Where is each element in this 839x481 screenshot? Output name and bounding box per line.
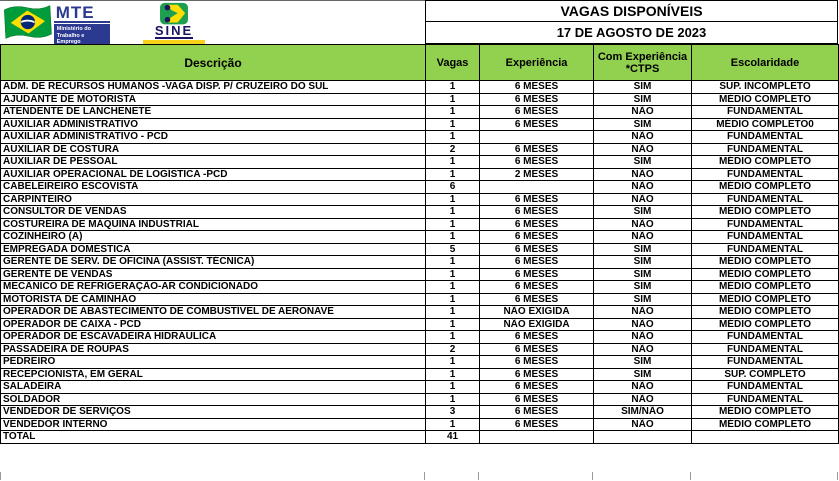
experiencia-cell: 6 MESES [480, 106, 594, 119]
vagas-cell: 1 [426, 356, 480, 369]
experiencia-cell: NÃO EXIGIDA [480, 318, 594, 331]
description-cell: AUXILIAR OPERACIONAL DE LOGÍSTICA -PCD [1, 168, 426, 181]
mte-acronym: MTE [54, 4, 110, 23]
table-row [1, 231, 839, 244]
vagas-cell: 1 [426, 93, 480, 106]
escolaridade-cell: MÉDIO COMPLETO [692, 306, 839, 319]
escolaridade-cell: FUNDAMENTAL [692, 393, 839, 406]
total-label-cell: TOTAL [1, 431, 426, 444]
experiencia-cell: 6 MESES [480, 243, 594, 256]
header-row [1, 45, 839, 81]
description-cell: OPERADOR DE CAIXA - PCD [1, 318, 426, 331]
vagas-cell: 1 [426, 168, 480, 181]
table-row [1, 193, 839, 206]
ctps-cell: SIM [594, 256, 692, 269]
mte-ministry-line2: Trabalho e Emprego [56, 32, 85, 45]
description-cell: OPERADOR DE ABASTECIMENTO DE COMBUSTÍVEL DE AERONAVE [1, 306, 426, 319]
top-band [0, 0, 839, 44]
table-row [1, 306, 839, 319]
description-cell: AUXILIAR ADMINISTRATIVO [1, 118, 426, 131]
description-cell: EMPREGADA DOMÉSTICA [1, 243, 426, 256]
vagas-cell: 1 [426, 306, 480, 319]
ctps-cell: NÃO [594, 106, 692, 119]
experiencia-cell: 2 MESES [480, 168, 594, 181]
ctps-cell: NÃO [594, 131, 692, 144]
ctps-cell: NÃO [594, 193, 692, 206]
ctps-cell: SIM [594, 243, 692, 256]
table-row [1, 381, 839, 394]
ctps-cell: NÃO [594, 218, 692, 231]
ctps-cell: NÃO [594, 343, 692, 356]
escolaridade-cell: SUP. COMPLETO [692, 368, 839, 381]
logos-area [0, 0, 425, 44]
table-row [1, 206, 839, 219]
description-cell: ATENDENTE DE LANCHENETE [1, 106, 426, 119]
sine-flag-icon [158, 2, 190, 25]
description-cell: AJUDANTE DE MOTORISTA [1, 93, 426, 106]
description-cell: PEDREIRO [1, 356, 426, 369]
mte-logo [4, 3, 110, 45]
ctps-cell: SIM [594, 156, 692, 169]
escolaridade-cell: MÉDIO COMPLETO [692, 93, 839, 106]
ctps-cell: SIM [594, 281, 692, 294]
vagas-cell: 1 [426, 393, 480, 406]
mte-text-block [54, 3, 110, 45]
escolaridade-cell: MÉDIO COMPLETO [692, 256, 839, 269]
description-cell: CABELEIREIRO ESCOVISTA [1, 181, 426, 194]
escolaridade-cell: FUNDAMENTAL [692, 168, 839, 181]
ctps-cell: NÃO [594, 181, 692, 194]
experiencia-cell [480, 181, 594, 194]
experiencia-cell: 6 MESES [480, 356, 594, 369]
experiencia-cell: 6 MESES [480, 218, 594, 231]
col-header-ctps [594, 45, 692, 81]
experiencia-cell: 6 MESES [480, 393, 594, 406]
description-cell: CONSULTOR DE VENDAS [1, 206, 426, 219]
table-row [1, 256, 839, 269]
ctps-cell: SIM [594, 368, 692, 381]
vagas-cell: 1 [426, 256, 480, 269]
escolaridade-cell: MÉDIO COMPLETO [692, 418, 839, 431]
escolaridade-cell: MÉDIO COMPLETO [692, 268, 839, 281]
description-cell: OPERADOR DE ESCAVADEIRA HIDRÁULICA [1, 331, 426, 344]
escolaridade-cell: FUNDAMENTAL [692, 231, 839, 244]
description-cell: MECÂNICO DE REFRIGERAÇÃO-AR CONDICIONADO [1, 281, 426, 294]
vagas-cell: 1 [426, 131, 480, 144]
col-header-ctps-line2: *CTPS [625, 62, 660, 75]
escolaridade-cell: FUNDAMENTAL [692, 243, 839, 256]
mte-ministry-line1: Ministério do [56, 26, 91, 32]
col-header-escolaridade: Escolaridade [692, 45, 839, 81]
table-row [1, 218, 839, 231]
escolaridade-cell: FUNDAMENTAL [692, 218, 839, 231]
ctps-cell: NÃO [594, 331, 692, 344]
table-row [1, 181, 839, 194]
escolaridade-cell: FUNDAMENTAL [692, 356, 839, 369]
table-row [1, 318, 839, 331]
vagas-cell: 1 [426, 81, 480, 94]
ctps-cell: NÃO [594, 231, 692, 244]
vagas-cell: 1 [426, 331, 480, 344]
description-cell: PASSADEIRA DE ROUPAS [1, 343, 426, 356]
escolaridade-cell: FUNDAMENTAL [692, 193, 839, 206]
escolaridade-cell: MÉDIO COMPLETO [692, 293, 839, 306]
report-date: 17 DE AGOSTO DE 2023 [556, 25, 707, 40]
description-cell: VENDEDOR DE SERVIÇOS [1, 406, 426, 419]
table-row [1, 81, 839, 94]
experiencia-cell: 6 MESES [480, 418, 594, 431]
experiencia-cell: 6 MESES [480, 268, 594, 281]
experiencia-cell: 6 MESES [480, 406, 594, 419]
experiencia-cell: 6 MESES [480, 93, 594, 106]
table-row [1, 106, 839, 119]
ctps-cell: SIM/NÃO [594, 406, 692, 419]
escolaridade-cell: FUNDAMENTAL [692, 143, 839, 156]
brazil-flag-icon [3, 3, 53, 41]
table-row [1, 268, 839, 281]
escolaridade-cell: FUNDAMENTAL [692, 106, 839, 119]
vagas-cell: 1 [426, 318, 480, 331]
description-cell: CARPINTEIRO [1, 193, 426, 206]
description-cell: SALADEIRA [1, 381, 426, 394]
escolaridade-cell: FUNDAMENTAL [692, 381, 839, 394]
table-row [1, 331, 839, 344]
vagas-cell: 1 [426, 218, 480, 231]
experiencia-cell: 6 MESES [480, 256, 594, 269]
ctps-cell: NÃO [594, 168, 692, 181]
total-empty-cell [594, 431, 692, 444]
col-header-ctps-line1: Com Experiência [597, 50, 688, 63]
ctps-cell: NÃO [594, 318, 692, 331]
table-row [1, 143, 839, 156]
escolaridade-cell: MÉDIO COMPLETO [692, 206, 839, 219]
description-cell: RECEPCIONISTA, EM GERAL [1, 368, 426, 381]
vagas-cell: 1 [426, 206, 480, 219]
experiencia-cell: 6 MESES [480, 343, 594, 356]
vagas-cell: 6 [426, 181, 480, 194]
table-row [1, 156, 839, 169]
col-header-vagas: Vagas [426, 45, 480, 81]
ctps-cell: SIM [594, 268, 692, 281]
vagas-cell: 1 [426, 381, 480, 394]
total-empty-cell [480, 431, 594, 444]
escolaridade-cell: MÉDIO COMPLETO0 [692, 118, 839, 131]
total-empty-cell [692, 431, 839, 444]
ctps-cell: SIM [594, 81, 692, 94]
description-cell: ADM. DE RECURSOS HUMANOS -VAGA DISP. P/ CRUZEIRO DO SUL [1, 81, 426, 94]
partial-next-row [0, 472, 839, 481]
description-cell: AUXILIAR DE COSTURA [1, 143, 426, 156]
vagas-cell: 1 [426, 156, 480, 169]
description-cell: COSTUREIRA DE MÁQUINA INDUSTRIAL [1, 218, 426, 231]
table-row [1, 243, 839, 256]
description-cell: GERENTE DE VENDAS [1, 268, 426, 281]
vagas-cell: 1 [426, 293, 480, 306]
description-cell: GERENTE DE SERV. DE OFICINA (ASSIST. TÉCNICA) [1, 256, 426, 269]
vagas-cell: 1 [426, 231, 480, 244]
vagas-cell: 2 [426, 343, 480, 356]
table-row [1, 168, 839, 181]
vagas-cell: 2 [426, 143, 480, 156]
escolaridade-cell: SUP. INCOMPLETO [692, 81, 839, 94]
escolaridade-cell: FUNDAMENTAL [692, 343, 839, 356]
table-row [1, 356, 839, 369]
table-row [1, 406, 839, 419]
ctps-cell: NÃO [594, 306, 692, 319]
description-cell: COZINHEIRO (A) [1, 231, 426, 244]
experiencia-cell: 6 MESES [480, 143, 594, 156]
experiencia-cell: 6 MESES [480, 156, 594, 169]
ctps-cell: SIM [594, 206, 692, 219]
table-row [1, 131, 839, 144]
ctps-cell: SIM [594, 356, 692, 369]
sine-logo [128, 2, 220, 44]
col-header-experiencia: Experiência [480, 45, 594, 81]
escolaridade-cell: FUNDAMENTAL [692, 331, 839, 344]
table-row [1, 93, 839, 106]
experiencia-cell: 6 MESES [480, 193, 594, 206]
description-cell: AUXILIAR DE PESSOAL [1, 156, 426, 169]
ctps-cell: NÃO [594, 381, 692, 394]
experiencia-cell: NÃO EXIGIDA [480, 306, 594, 319]
escolaridade-cell: FUNDAMENTAL [692, 131, 839, 144]
escolaridade-cell: MÉDIO COMPLETO [692, 318, 839, 331]
escolaridade-cell: MÉDIO COMPLETO [692, 181, 839, 194]
experiencia-cell: 6 MESES [480, 118, 594, 131]
vacancies-tbody [1, 81, 839, 431]
experiencia-cell: 6 MESES [480, 281, 594, 294]
vagas-cell: 1 [426, 118, 480, 131]
vagas-cell: 1 [426, 418, 480, 431]
description-cell: VENDEDOR INTERNO [1, 418, 426, 431]
vagas-cell: 1 [426, 281, 480, 294]
description-cell: AUXILIAR ADMINISTRATIVO - PCD [1, 131, 426, 144]
ctps-cell: SIM [594, 293, 692, 306]
experiencia-cell: 6 MESES [480, 81, 594, 94]
experiencia-cell [480, 131, 594, 144]
experiencia-cell: 6 MESES [480, 231, 594, 244]
table-row [1, 118, 839, 131]
ctps-cell: NÃO [594, 418, 692, 431]
description-cell: MOTORISTA DE CAMINHÃO [1, 293, 426, 306]
col-header-descricao: Descrição [1, 45, 426, 81]
experiencia-cell: 6 MESES [480, 206, 594, 219]
table-row [1, 393, 839, 406]
table-row [1, 343, 839, 356]
escolaridade-cell: MÉDIO COMPLETO [692, 156, 839, 169]
experiencia-cell: 6 MESES [480, 368, 594, 381]
vacancies-table [0, 44, 839, 444]
total-vagas-cell: 41 [426, 431, 480, 444]
table-row [1, 281, 839, 294]
ctps-cell: SIM [594, 93, 692, 106]
escolaridade-cell: MÉDIO COMPLETO [692, 406, 839, 419]
vagas-cell: 1 [426, 268, 480, 281]
experiencia-cell: 6 MESES [480, 293, 594, 306]
ctps-cell: NÃO [594, 393, 692, 406]
sine-wordmark: SINE [154, 23, 194, 39]
escolaridade-cell: MÉDIO COMPLETO [692, 281, 839, 294]
total-row [1, 431, 839, 444]
title-box [425, 0, 838, 44]
vagas-cell: 1 [426, 368, 480, 381]
ctps-cell: NÃO [594, 143, 692, 156]
table-row [1, 368, 839, 381]
vagas-cell: 3 [426, 406, 480, 419]
ctps-cell: SIM [594, 118, 692, 131]
vagas-cell: 1 [426, 193, 480, 206]
vagas-cell: 1 [426, 106, 480, 119]
vagas-cell: 5 [426, 243, 480, 256]
description-cell: SOLDADOR [1, 393, 426, 406]
experiencia-cell: 6 MESES [480, 331, 594, 344]
page-title: VAGAS DISPONÍVEIS [426, 1, 837, 22]
table-row [1, 418, 839, 431]
experiencia-cell: 6 MESES [480, 381, 594, 394]
table-row [1, 293, 839, 306]
